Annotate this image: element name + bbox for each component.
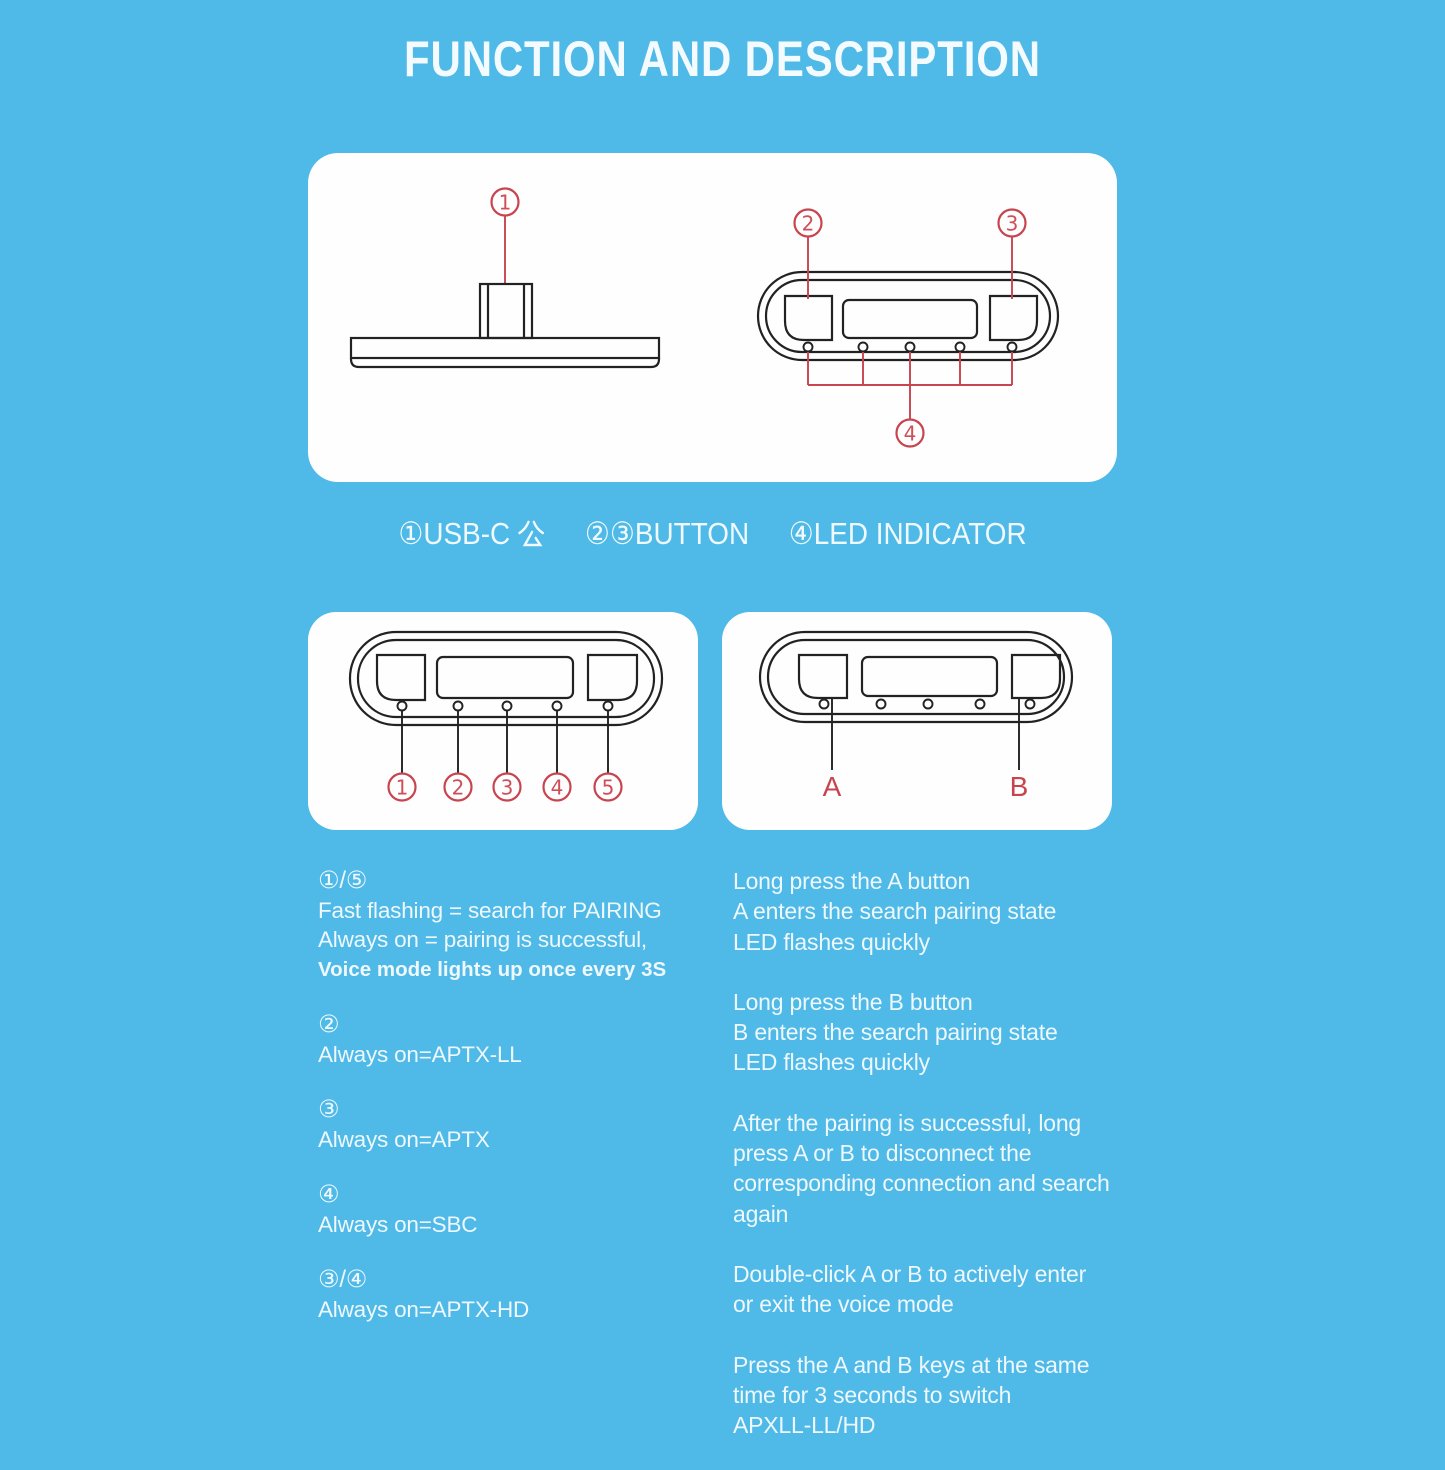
disconnect-instruction (733, 1108, 1163, 1229)
device-body-side (351, 338, 659, 358)
led-label-4: 4 (550, 775, 564, 800)
button-a-label: A (822, 771, 842, 802)
callout-label-4: 4 (903, 421, 917, 446)
text-line: Fast flashing = search for PAIRING (318, 897, 662, 923)
male-connector-cjk-glyph (516, 518, 545, 550)
legend-usb-c (398, 516, 545, 552)
led-legend-column (318, 866, 722, 1350)
text-line: again (733, 1200, 789, 1227)
callout-label-1: 1 (498, 190, 512, 215)
led-ref-heading: ② (318, 1011, 340, 1038)
text-line: Long press the A button (733, 868, 971, 894)
text-line: After the pairing is successful, long (733, 1109, 1081, 1136)
text-line: LED flashes quickly (733, 1049, 930, 1076)
text-line: or exit the voice mode (733, 1291, 954, 1318)
text-line: B enters the search pairing state (733, 1019, 1058, 1046)
text-line: Press the A and B keys at the same (733, 1351, 1090, 1378)
led-label-2: 2 (451, 775, 465, 800)
text-line: time for 3 seconds to switch (733, 1381, 1012, 1408)
led-callout-lines (402, 711, 608, 773)
led-numbers-panel (308, 612, 698, 830)
callout-bracket-4 (808, 352, 1012, 419)
top-diagram-panel (308, 153, 1117, 482)
text-line: Double-click A or B to actively enter (733, 1260, 1087, 1287)
voice-mode-note: Voice mode lights up once every 3S (318, 957, 667, 981)
led-dot (859, 343, 868, 352)
led-dot (804, 343, 813, 352)
text-line: A enters the search pairing state (733, 898, 1057, 925)
led-label-5: 5 (601, 775, 615, 800)
callout-label-3: 3 (1005, 211, 1019, 236)
long-press-a-instruction (733, 866, 1163, 957)
button-left (785, 296, 832, 340)
device-display (843, 300, 977, 338)
led-3-description (318, 1095, 722, 1154)
text-line: Always on = pairing is successful, (318, 927, 647, 952)
led-ref-heading: ③ (318, 1096, 340, 1123)
callout-label-2: 2 (801, 211, 815, 236)
led-4-description (318, 1180, 722, 1239)
text-line: Always on=SBC (318, 1211, 478, 1237)
led-dot (454, 702, 463, 711)
led-dot (398, 702, 407, 711)
button-b (1012, 655, 1060, 698)
led-dot (877, 700, 886, 709)
legend-led-indicator: ④LED INDICATOR (788, 516, 1027, 551)
voice-mode-instruction (733, 1259, 1163, 1320)
button-right (588, 655, 637, 700)
device-top-views-diagram (308, 153, 1117, 482)
button-a (799, 655, 847, 698)
text-line: Long press the B button (733, 988, 973, 1015)
led-dot (553, 702, 562, 711)
led-3-4-description (318, 1265, 722, 1324)
led-dot (956, 343, 965, 352)
device-outline-outer (760, 632, 1072, 722)
device-side-view (351, 189, 659, 368)
device-display (437, 657, 573, 698)
device-outline-inner (358, 640, 654, 717)
led-label-3: 3 (500, 775, 514, 800)
led-dot (1008, 343, 1017, 352)
led-2-description (318, 1010, 722, 1069)
long-press-b-instruction (733, 987, 1163, 1078)
text-line: corresponding connection and search (733, 1170, 1110, 1197)
led-ref-heading: ①/⑤ (318, 867, 368, 894)
led-dot (976, 700, 985, 709)
text-line: APXLL-LL/HD (733, 1412, 876, 1439)
legend-button: ②③BUTTON (584, 516, 750, 551)
led-dot (924, 700, 933, 709)
led-dot (1026, 700, 1035, 709)
device-ab-buttons-diagram (722, 612, 1112, 830)
page-title: FUNCTION AND DESCRIPTION (404, 31, 1041, 87)
led-ref-heading: ④ (318, 1181, 340, 1208)
led-dot (503, 702, 512, 711)
instructions-column (733, 866, 1163, 1470)
led-1-5-description (318, 866, 722, 984)
text-line: Always on=APTX (318, 1126, 490, 1152)
led-dot (604, 702, 613, 711)
button-b-label: B (1009, 771, 1029, 802)
legend-row (348, 511, 1076, 557)
text-line: Always on=APTX-HD (318, 1296, 530, 1322)
text-line: Always on=APTX-LL (318, 1041, 522, 1067)
device-display (862, 657, 997, 696)
text-line: press A or B to disconnect the (733, 1140, 1032, 1167)
button-right (990, 296, 1037, 340)
legend-usb-c-label: ①USB-C (398, 516, 511, 551)
device-led-numbering-diagram (308, 612, 698, 830)
led-ref-heading: ③/④ (318, 1266, 368, 1293)
button-left (377, 655, 425, 700)
switch-codec-instruction (733, 1350, 1163, 1441)
device-front-view (758, 210, 1058, 447)
device-body-lip (351, 358, 659, 367)
led-dot (820, 700, 829, 709)
text-line: LED flashes quickly (733, 928, 930, 955)
led-label-1: 1 (395, 775, 409, 800)
ab-buttons-panel (722, 612, 1112, 830)
led-dot (906, 343, 915, 352)
